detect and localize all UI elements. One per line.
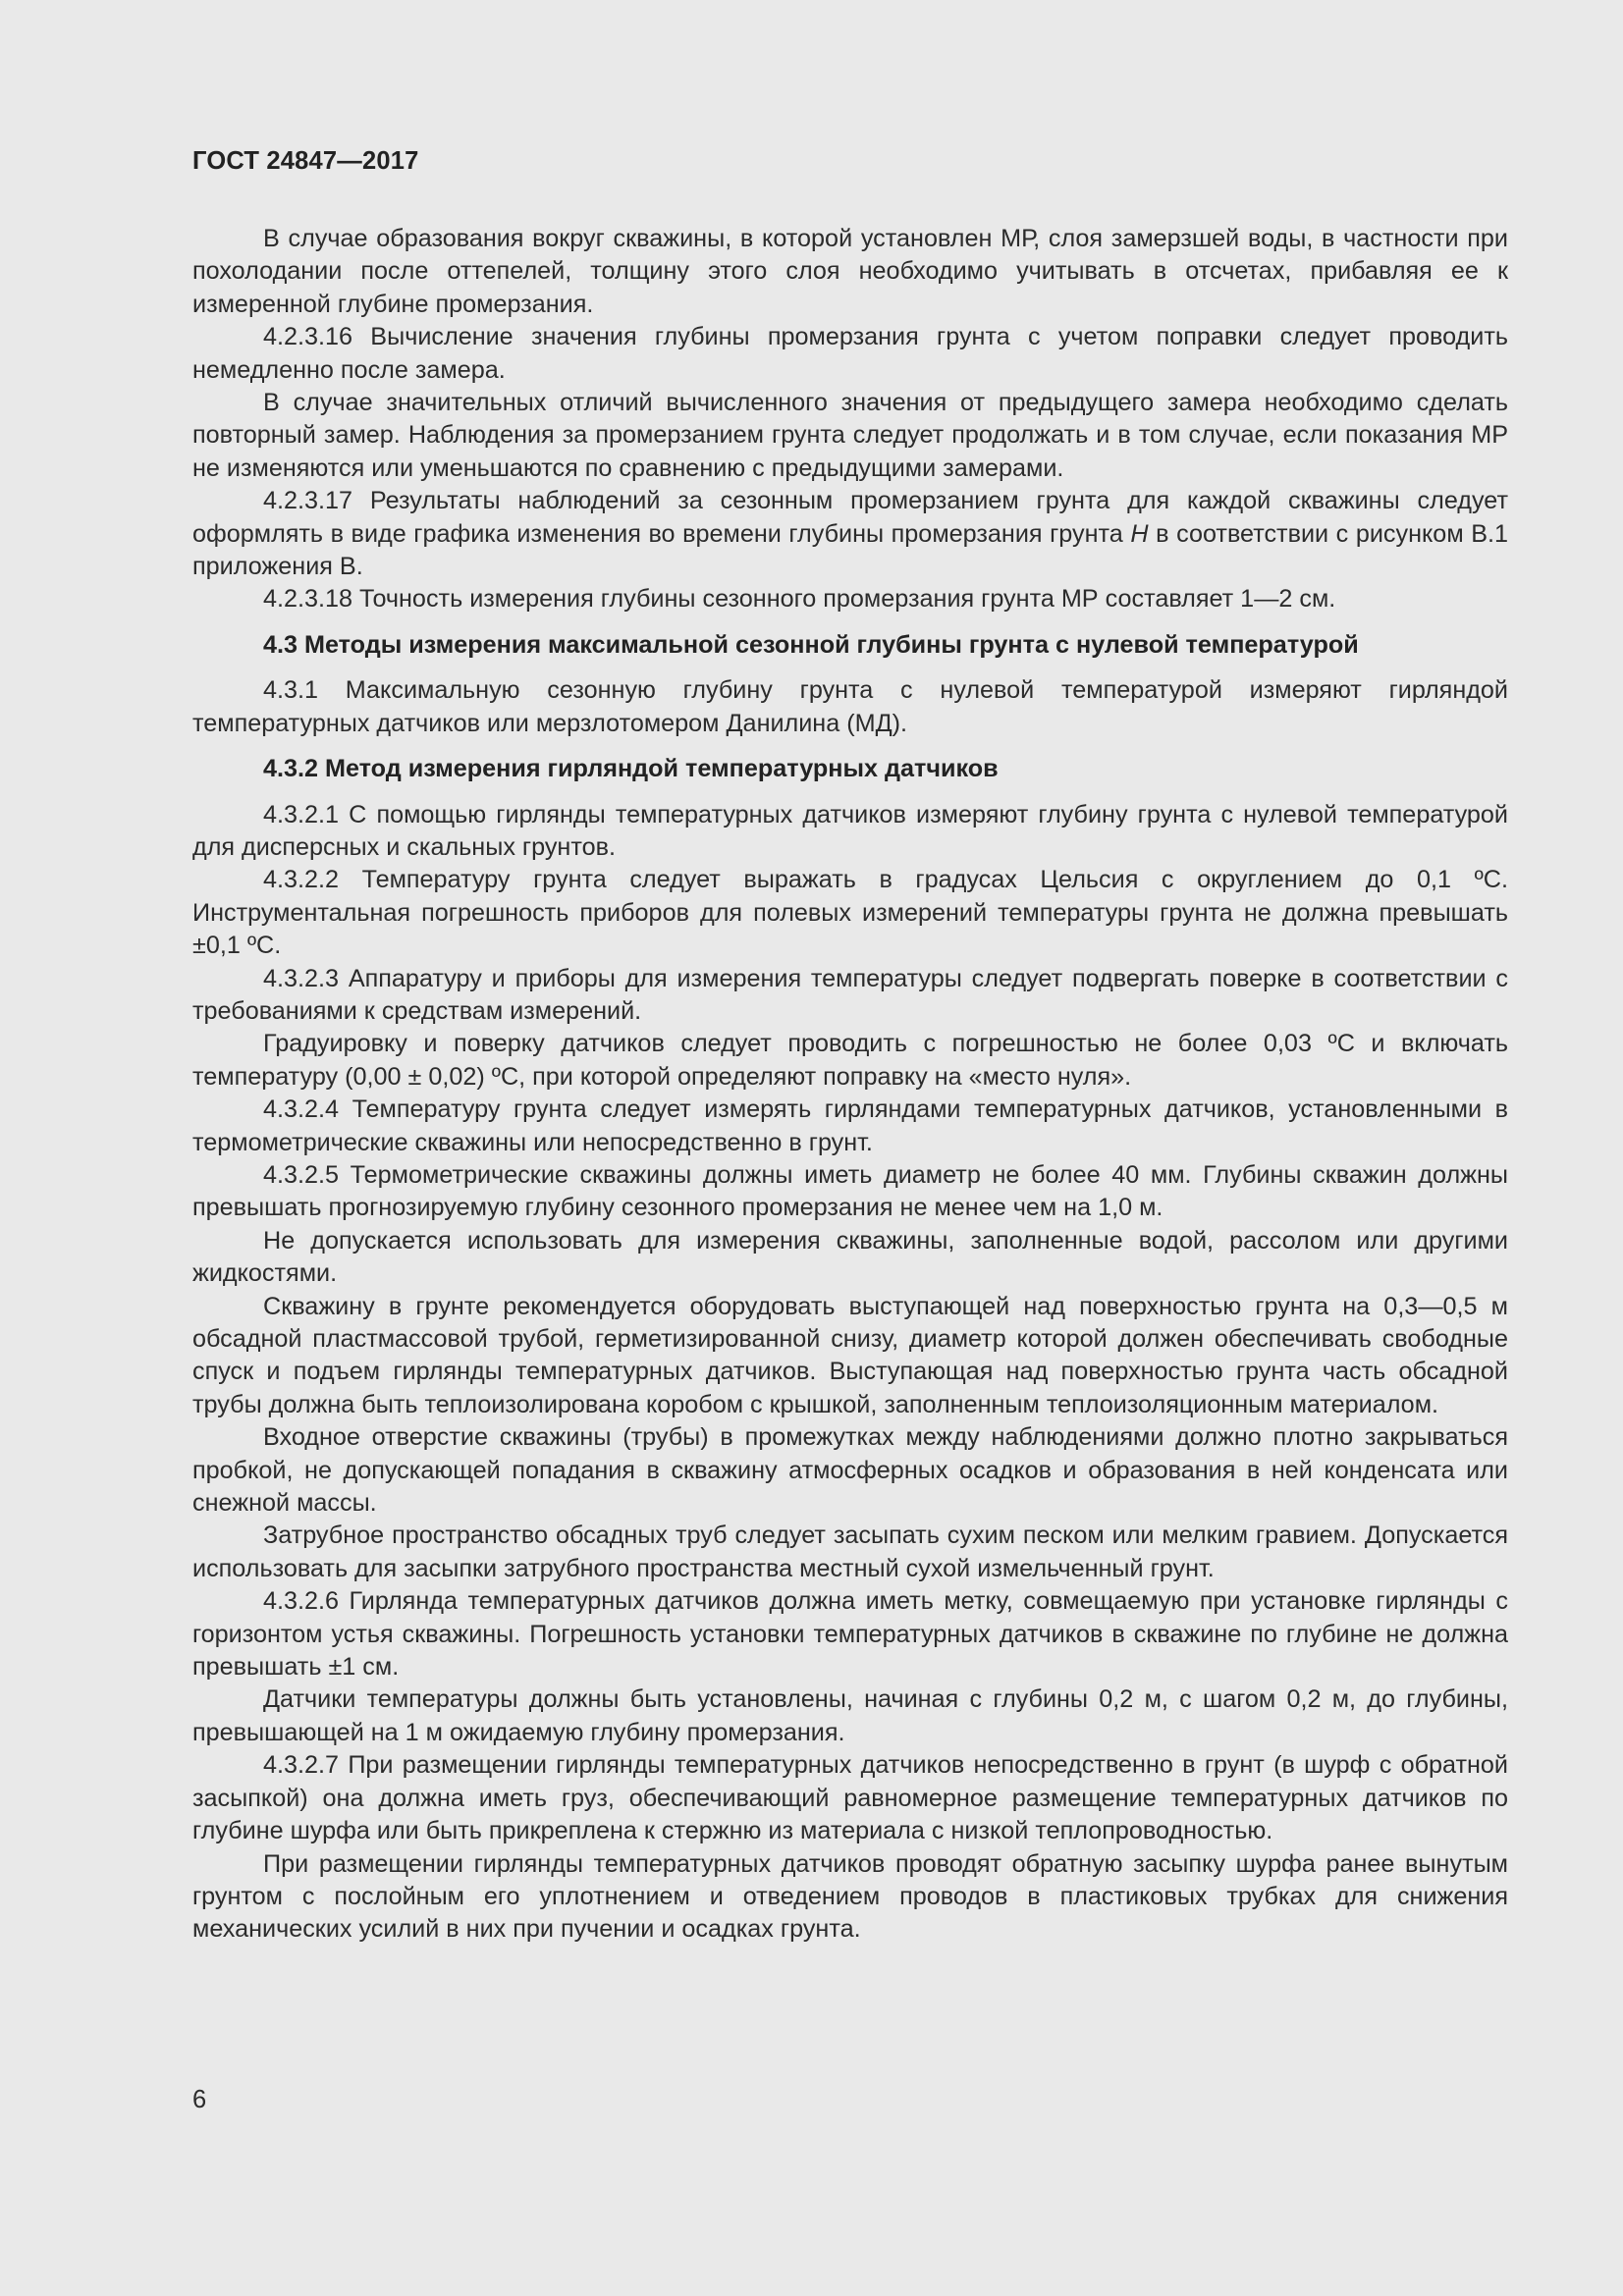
paragraph: Не допускается использовать для измерения скважины, заполненные водой, рассолом или другими жидкостями. [192, 1226, 1508, 1288]
clause-4-3-2-5: 4.3.2.5 Термометрические скважины должны иметь диаметр не более 40 мм. Глубины скважин должны превышать прогнозируемую глубину сезонного промерзания не менее чем на 1,0 м. [192, 1160, 1508, 1222]
paragraph: Скважину в грунте рекомендуется оборудовать выступающей над поверхностью грунта на 0,3—0,5 м обсадной пластмассовой трубой, герметизированной снизу, диаметр которой должен обеспечивать свободные спуск и подъем гирлянды температурных датчиков. Выступающая над поверхностью грунта часть обсадной трубы должна быть теплоизолирована коробом с крышкой, заполненным теплоизоляционным материалом. [192, 1292, 1508, 1418]
clause-4-2-3-18: 4.2.3.18 Точность измерения глубины сезонного промерзания грунта МР составляет 1—2 см. [263, 585, 1336, 614]
paragraph: Градуировку и поверку датчиков следует проводить с погрешностью не более 0,03 ºС и включать температуру (0,00 ± 0,02) ºС, при которой определяют поправку на «место нуля». [192, 1030, 1508, 1091]
paragraph: При размещении гирлянды температурных датчиков проводят обратную засыпку шурфа ранее вынутым грунтом с послойным его уплотнением и отведением проводов в пластиковых трубках для снижения механических усилий в них при пучении и осадках грунта. [192, 1849, 1508, 1944]
paragraph: В случае значительных отличий вычисленного значения от предыдущего замера необходимо сделать повторный замер. Наблюдения за промерзанием грунта следует продолжать и в том случае, если показания МР не изменяются или уменьшаются по сравнению с предыдущими замерами. [192, 389, 1508, 482]
paragraph: Датчики температуры должны быть установлены, начиная с глубины 0,2 м, с шагом 0,2 м, до глубины, превышающей на 1 м ожидаемую глубину промерзания. [192, 1685, 1508, 1746]
clause-4-3-2-6: 4.3.2.6 Гирлянда температурных датчиков должна иметь метку, совмещаемую при установке гирлянды с горизонтом устья скважины. Погрешность установки температурных датчиков в скважине по глубине не должна превышать ±1 см. [192, 1587, 1508, 1682]
clause-4-3-2-2: 4.3.2.2 Температуру грунта следует выражать в градусах Цельсия с округлением до 0,1 ºС. Инструментальная погрешность приборов для полевых измерений температуры грунта не должна превышать ±0,1 ºС. [192, 866, 1508, 960]
clause-4-3-1: 4.3.1 Максимальную сезонную глубину грунта с нулевой температурой измеряют гирляндой температурных датчиков или мерзлотомером Данилина (МД). [192, 676, 1508, 737]
section-heading-4-3: 4.3 Методы измерения максимальной сезонной глубины грунта с нулевой температурой [263, 630, 1359, 659]
paragraph: Входное отверстие скважины (трубы) в промежутках между наблюдениями должно плотно закрываться пробкой, не допускающей попадания в скважину атмосферных осадков и образования в ней конденсата или снежной массы. [192, 1423, 1508, 1518]
section-heading-4-3-2: 4.3.2 Метод измерения гирляндой температурных датчиков [263, 755, 999, 783]
clause-4-3-2-7: 4.3.2.7 При размещении гирлянды температурных датчиков непосредственно в грунт (в шурф с обратной засыпкой) она должна иметь груз, обеспечивающий равномерное размещение температурных датчиков по глубине шурфа или быть прикреплена к стержню из материала с низкой теплопроводностью. [192, 1751, 1508, 1845]
paragraph: Затрубное пространство обсадных труб следует засыпать сухим песком или мелким гравием. Допускается использовать для засыпки затрубного пространства местный сухой измельченный грунт. [192, 1522, 1508, 1582]
clause-4-2-3-17 [192, 485, 1508, 583]
clause-text: в соответствии с рисунком В.1 приложения В. [192, 519, 1508, 581]
document-body [192, 223, 1508, 1947]
clause-4-3-2-4: 4.3.2.4 Температуру грунта следует измерять гирляндами температурных датчиков, установленными в термометрические скважины или непосредственно в грунт. [192, 1095, 1508, 1156]
clause-4-3-2-3: 4.3.2.3 Аппаратуру и приборы для измерения температуры следует подвергать поверке в соответствии с требованиями к средствам измерений. [192, 964, 1508, 1025]
paragraph: В случае образования вокруг скважины, в которой установлен МР, слоя замерзшей воды, в частности при похолодании после оттепелей, толщину этого слоя необходимо учитывать в отсчетах, прибавляя ее к измеренной глубине промерзания. [192, 225, 1508, 318]
clause-4-2-3-16: 4.2.3.16 Вычисление значения глубины промерзания грунта с учетом поправки следует проводить немедленно после замера. [192, 323, 1508, 384]
variable-h: H [1130, 519, 1149, 548]
document-header: ГОСТ 24847—2017 [192, 147, 419, 175]
clause-4-3-2-1: 4.3.2.1 С помощью гирлянды температурных датчиков измеряют глубину грунта с нулевой температурой для дисперсных и скальных грунтов. [192, 800, 1508, 861]
clause-text: 4.2.3.17 Результаты наблюдений за сезонным промерзанием грунта для каждой скважины следует оформлять в виде графика изменения во времени глубины промерзания грунта [192, 487, 1508, 548]
page-number: 6 [192, 2086, 207, 2113]
